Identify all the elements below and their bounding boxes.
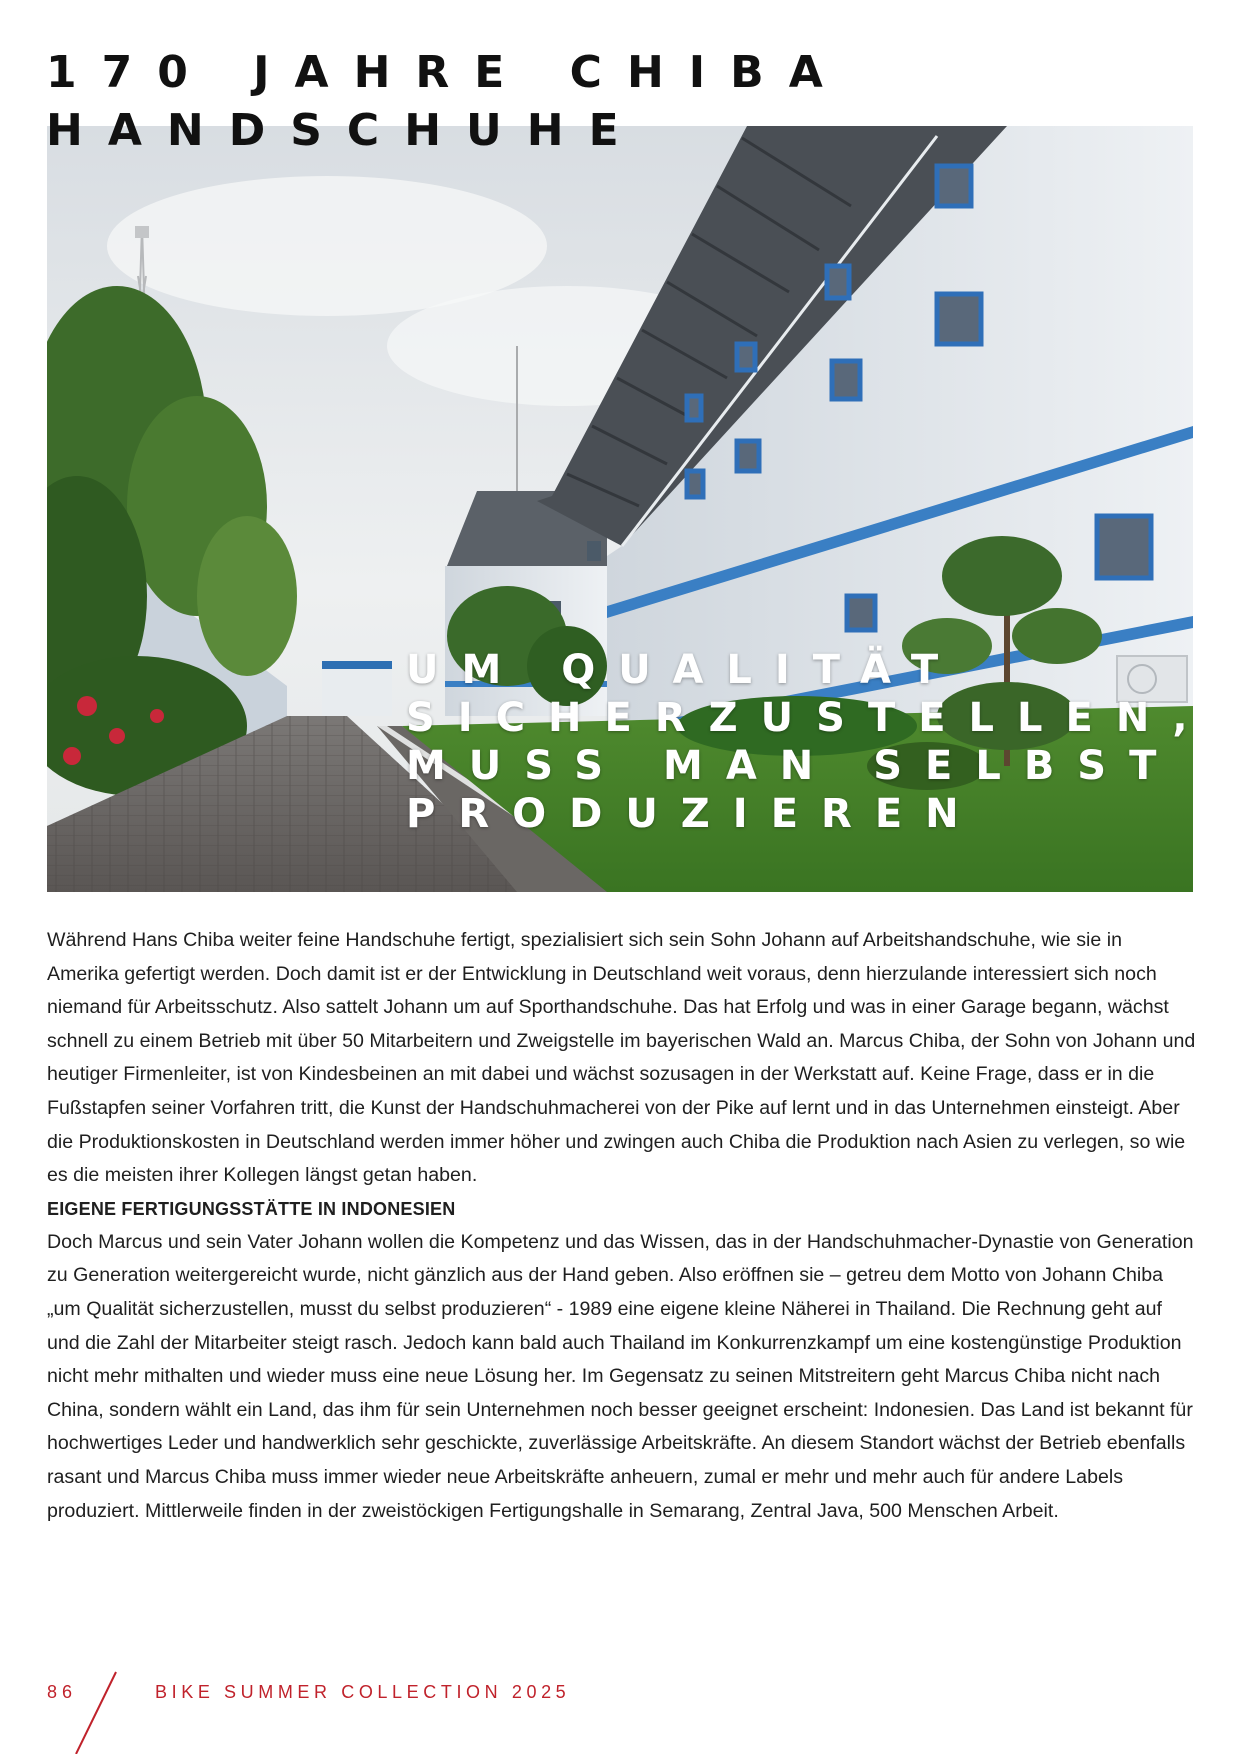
page-number: 86 (47, 1682, 78, 1702)
section-heading: EIGENE FERTIGUNGSSTÄTTE IN INDONESIEN (47, 1198, 456, 1219)
publication-title: BIKE SUMMER COLLECTION 2025 (155, 1682, 571, 1702)
hero-quote-line-2: SICHERZUSTELLEN, (406, 695, 1211, 741)
page-title-line-1: 170 JAHRE CHIBA (46, 47, 848, 98)
page-footer (0, 1670, 1240, 1754)
page-title (46, 44, 848, 160)
article-body (47, 924, 1197, 1528)
hero-quote-line-3: MUSS MAN SELBST (406, 743, 1180, 789)
hero-quote-line-1: UM QUALITÄT (406, 647, 962, 693)
hero-quote-line-4: PRODUZIEREN (406, 791, 982, 837)
hero-quote (406, 646, 1211, 838)
article-paragraph-1: Während Hans Chiba weiter feine Handschuhe fertigt, spezialisiert sich sein Sohn Johann auf Arbeitshandschuhe, wie sie in Amerika gefertigt werden. Doch damit ist er der Entwicklung in Deutschland weit voraus, denn hierzulande interessiert sich noch niemand für Arbeitsschutz. Also sattelt Johann um auf Sporthandschuhe. Das hat Erfolg und was in einer Garage begann, wächst schnell zu einem Betrieb mit über 50 Mitarbeitern und Zweigstelle im bayerischen Wald an. Marcus Chiba, der Sohn von Johann und heutiger Firmenleiter, ist von Kindesbeinen an mit dabei und wächst sozusagen in der Werkstatt auf. Keine Frage, dass er in die Fußstapfen seiner Vorfahren tritt, die Kunst der Handschuhmacherei von der Pike auf lernt und in das Unternehmen einsteigt. Aber die Produktionskosten in Deutschland werden immer höher und zwingen auch Chiba die Produktion nach Asien zu verlegen, so wie es die meisten ihrer Kollegen längst getan haben. (47, 929, 1196, 1187)
page-title-line-2: HANDSCHUHE (46, 105, 644, 156)
slash-divider-icon (70, 1670, 120, 1754)
article-paragraph-2: Doch Marcus und sein Vater Johann wollen die Kompetenz und das Wissen, das in der Handschuhmacher-Dynastie von Generation zu Generation weitergereicht wurde, nicht gänzlich aus der Hand geben. Also eröffnen sie – getreu dem Motto von Johann Chiba „um Qualität sicherzustellen, musst du selbst produzieren“ - 1989 eine eigene kleine Näherei in Thailand. Die Rechnung geht auf und die Zahl der Mitarbeiter steigt rasch. Jedoch kann bald auch Thailand im Konkurrenzkampf um eine kostengünstige Produktion nicht mehr mithalten und wieder muss eine neue Lösung her. Im Gegensatz zu seinen Mitstreitern geht Marcus Chiba nicht nach China, sondern wählt ein Land, das ihm für sein Unternehmen noch besser geeignet erscheint: Indonesien. Das Land ist bekannt für hochwertiges Leder und handwerklich sehr geschickte, zuverlässige Arbeitskräfte. An diesem Standort wächst der Betrieb ebenfalls rasant und Marcus Chiba muss immer wieder neue Arbeitskräfte anheuern, zumal er mehr und mehr auch für andere Labels produziert. Mittlerweile finden in der zweistöckigen Fertigungshalle in Semarang, Zentral Java, 500 Menschen Arbeit. (47, 1230, 1194, 1522)
